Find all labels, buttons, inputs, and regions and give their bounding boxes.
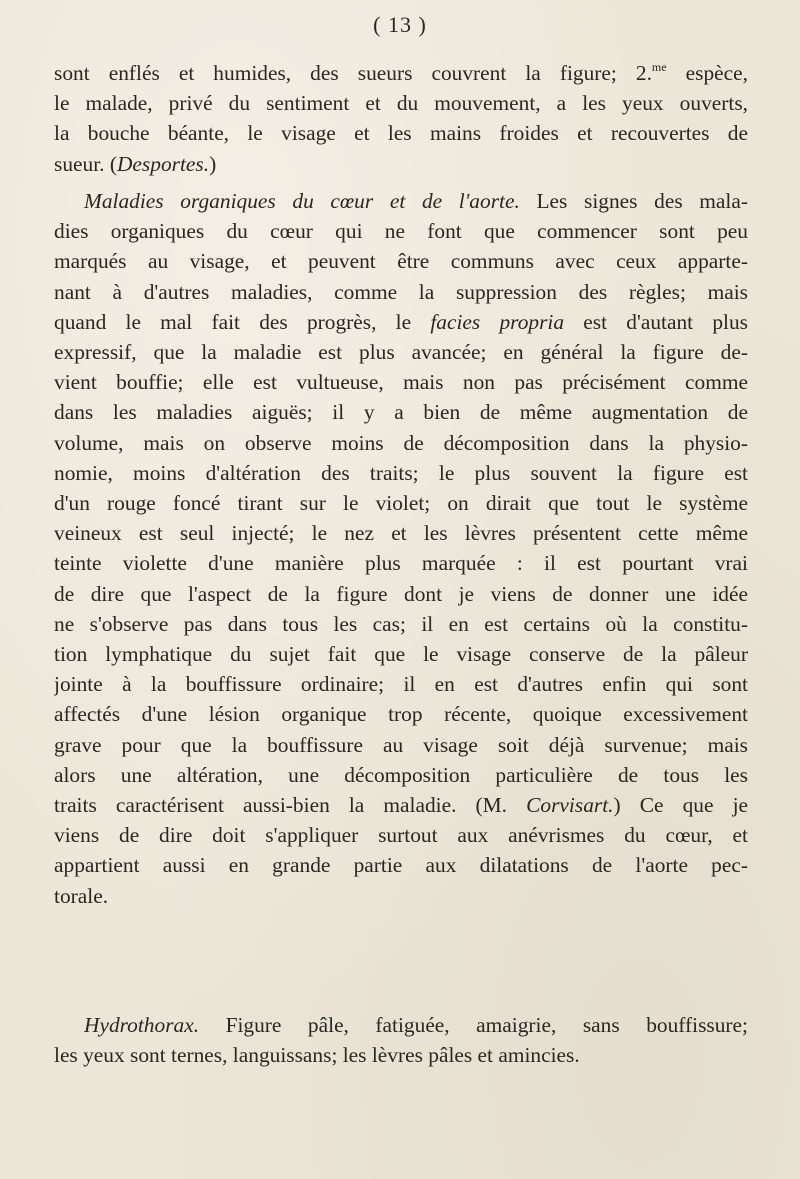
paragraph-desportes [54, 58, 748, 179]
text-line: teinte violette d'une manière plus marquée : il est pourtant vrai [54, 551, 748, 576]
citation-corvisart: Corvisart. [526, 793, 614, 818]
text-line: alors une altération, une décomposition particulière de tous les [54, 762, 748, 787]
text-line: dans les maladies aiguës; il y a bien de même augmentation de [54, 400, 748, 425]
text-line: affectés d'une lésion organique trop récente, quoique excessivement [54, 702, 748, 727]
text-line: viens de dire doit s'appliquer surtout aux anévrismes du cœur, et [54, 823, 748, 848]
text-line: le malade, privé du sentiment et du mouvement, a les yeux ouverts, [54, 91, 748, 116]
citation-desportes: Desportes. [116, 151, 210, 176]
text-line: nant à d'autres maladies, comme la suppression des règles; mais [54, 279, 748, 304]
text-line: les yeux sont ternes, languissans; les lèvres pâles et amincies. [54, 1043, 580, 1068]
section-title-maladies-organiques: Maladies organiques du cœur et de l'aorte. [84, 189, 520, 213]
text-line: Hydrothorax. Figure pâle, fatiguée, amaigrie, sans bouffissure; [84, 1013, 748, 1037]
paragraph-hydrothorax [54, 1010, 748, 1070]
text-line: Maladies organiques du cœur et de l'aorte. Les signes des mala- [84, 189, 748, 213]
term-facies-propria: facies propria [430, 309, 565, 334]
text-line: jointe à la bouffissure ordinaire; il en est d'autres enfin qui sont [54, 672, 748, 697]
text-line: d'un rouge foncé tirant sur le violet; on dirait que tout le système [54, 491, 748, 516]
text-line: ne s'observe pas dans tous les cas; il en est certains où la constitu- [54, 611, 748, 636]
text-line: grave pour que la bouffissure au visage soit déjà survenue; mais [54, 732, 748, 757]
text-line: veineux est seul injecté; le nez et les lèvres présentent cette même [54, 521, 748, 546]
text-line: traits caractérisent aussi-bien la maladie. (M. Corvisart.) Ce que je [54, 793, 748, 818]
text-line: de dire que l'aspect de la figure dont je viens de donner une idée [54, 581, 748, 606]
text-line: la bouche béante, le visage et les mains froides et recouvertes de [54, 121, 748, 146]
page-number: ( 13 ) [373, 12, 427, 37]
text-line: dies organiques du cœur qui ne font que commencer sont peu [54, 219, 748, 244]
text-line: sueur. (Desportes.) [54, 151, 217, 176]
text-line: nomie, moins d'altération des traits; le plus souvent la figure est [54, 460, 748, 485]
text-line: tion lymphatique du sujet fait que le visage conserve de la pâleur [54, 642, 748, 667]
text-line: vient bouffie; elle est vultueuse, mais non pas précisément comme [54, 370, 748, 395]
text-line: volume, mais on observe moins de décomposition dans la physio- [54, 430, 748, 455]
text-line: quand le mal fait des progrès, le facies propria est d'autant plus [54, 309, 748, 334]
section-title-hydrothorax: Hydrothorax. [84, 1013, 200, 1037]
text-line: marqués au visage, et peuvent être communs avec ceux apparte- [54, 249, 748, 274]
text-line: torale. [54, 883, 109, 908]
text-line: expressif, que la maladie est plus avancée; en général la figure de- [54, 340, 748, 365]
text-line: sont enflés et humides, des sueurs couvrent la figure; 2.$^{me}$ espèce, [54, 60, 748, 85]
paragraph-maladies-organiques [54, 186, 748, 911]
text-line: appartient aussi en grande partie aux dilatations de l'aorte pec- [54, 853, 748, 878]
